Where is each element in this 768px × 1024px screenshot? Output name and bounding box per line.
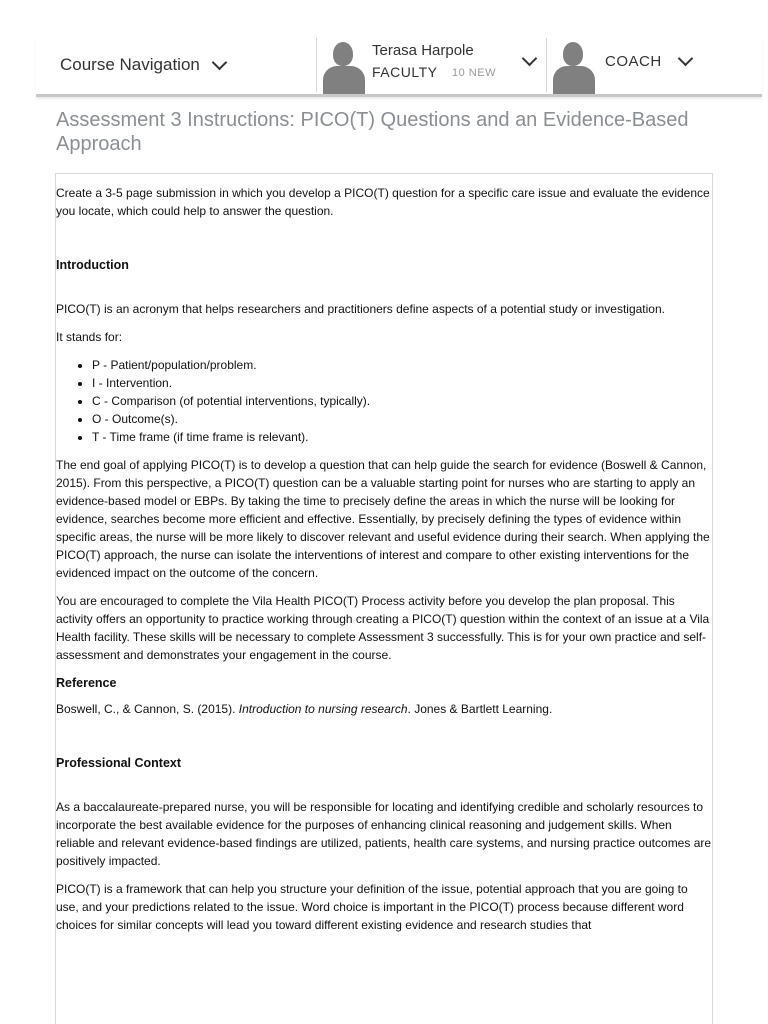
stands-for-text: It stands for: xyxy=(56,330,123,344)
pico-list xyxy=(56,356,712,446)
faculty-name[interactable]: Terasa Harpole xyxy=(372,42,474,59)
list-item: • O - Outcome(s). xyxy=(92,410,712,428)
header-divider xyxy=(316,38,317,92)
top-navigation-bar xyxy=(36,36,762,97)
intro-paragraph: Create a 3-5 page submission in which you develop a PICO(T) question for a specific care issue and evaluate the evidence you locate, which could help to answer the question. xyxy=(56,186,710,218)
course-navigation-label: Course Navigation xyxy=(60,55,200,74)
reference-heading: Reference xyxy=(56,676,117,690)
faculty-chevron-down-icon[interactable] xyxy=(522,51,538,67)
reference-title: Introduction to nursing research xyxy=(238,702,408,716)
header-divider xyxy=(546,38,547,92)
framework-paragraph: PICO(T) is a framework that can help you structure your definition of the issue, potential approach that you are going to use, and your predictions related to the issue. Word choice is important in the PICO(T) process because different word choices for similar concepts will lead you toward different existing evidence and research studies that xyxy=(56,882,688,932)
chevron-down-icon xyxy=(212,55,228,71)
coach-avatar-icon xyxy=(550,40,598,94)
encouraged-paragraph: You are encouraged to complete the Vila Health PICO(T) Process activity before you develop the plan proposal. This activity offers an opportunity to practice working through creating a PICO(T) question within the context of an issue at a Vila Health facility. These skills will be necessary to complete Assessment 3 successfully. This is for your own practice and self-assessment and demonstrates your engagement in the course. xyxy=(56,594,710,662)
list-item: • C - Comparison (of potential interventions, typically). xyxy=(92,392,712,410)
instructions-content xyxy=(55,173,713,1024)
list-item: • T - Time frame (if time frame is relevant). xyxy=(92,428,712,446)
professional-context-heading: Professional Context xyxy=(56,756,182,770)
reference-authors: Boswell, C., & Cannon, S. (2015). xyxy=(56,702,239,716)
faculty-avatar-icon xyxy=(320,40,368,94)
course-navigation-dropdown[interactable] xyxy=(60,50,225,80)
reference-publisher: . Jones & Bartlett Learning. xyxy=(407,702,553,716)
coach-chevron-down-icon[interactable] xyxy=(678,51,694,67)
list-item: • P - Patient/population/problem. xyxy=(92,356,712,374)
end-goal-paragraph: The end goal of applying PICO(T) is to develop a question that can help guide the search for evidence (Boswell & Cannon, 2015). From this perspective, a PICO(T) question can be a valuable starting point for nurses who are starting to apply an evidence-based model or EBPs. By taking the time to precisely define the areas in which the nurse will be looking for evidence, searches become more efficient and effective. Essentially, by precisely defining the types of evidence within specific areas, the nurse will be more likely to discover relevant and useful evidence during their search. When applying the PICO(T) approach, the nurse can isolate the interventions of interest and compare to other existing interventions for the evidenced impact on the outcome of the concern. xyxy=(56,458,710,580)
pico-definition: PICO(T) is an acronym that helps researchers and practitioners define aspects of a potential study or investigation. xyxy=(56,302,665,316)
coach-label[interactable]: COACH xyxy=(605,53,662,70)
page-title: Assessment 3 Instructions: PICO(T) Questions and an Evidence-Based Approach xyxy=(56,109,689,155)
introduction-heading: Introduction xyxy=(56,258,129,272)
list-item: • I - Intervention. xyxy=(92,374,712,392)
faculty-role: FACULTY xyxy=(372,64,438,80)
reference-citation xyxy=(56,700,712,718)
faculty-new-count-badge: 10 NEW xyxy=(452,67,496,79)
professional-paragraph: As a baccalaureate-prepared nurse, you will be responsible for locating and identifying credible and scholarly resources to incorporate the best available evidence for the purposes of enhancing clinical reasoning and judgement skills. When reliable and relevant evidence-based findings are utilized, patients, health care systems, and nursing practice outcomes are positively impacted. xyxy=(56,800,712,868)
